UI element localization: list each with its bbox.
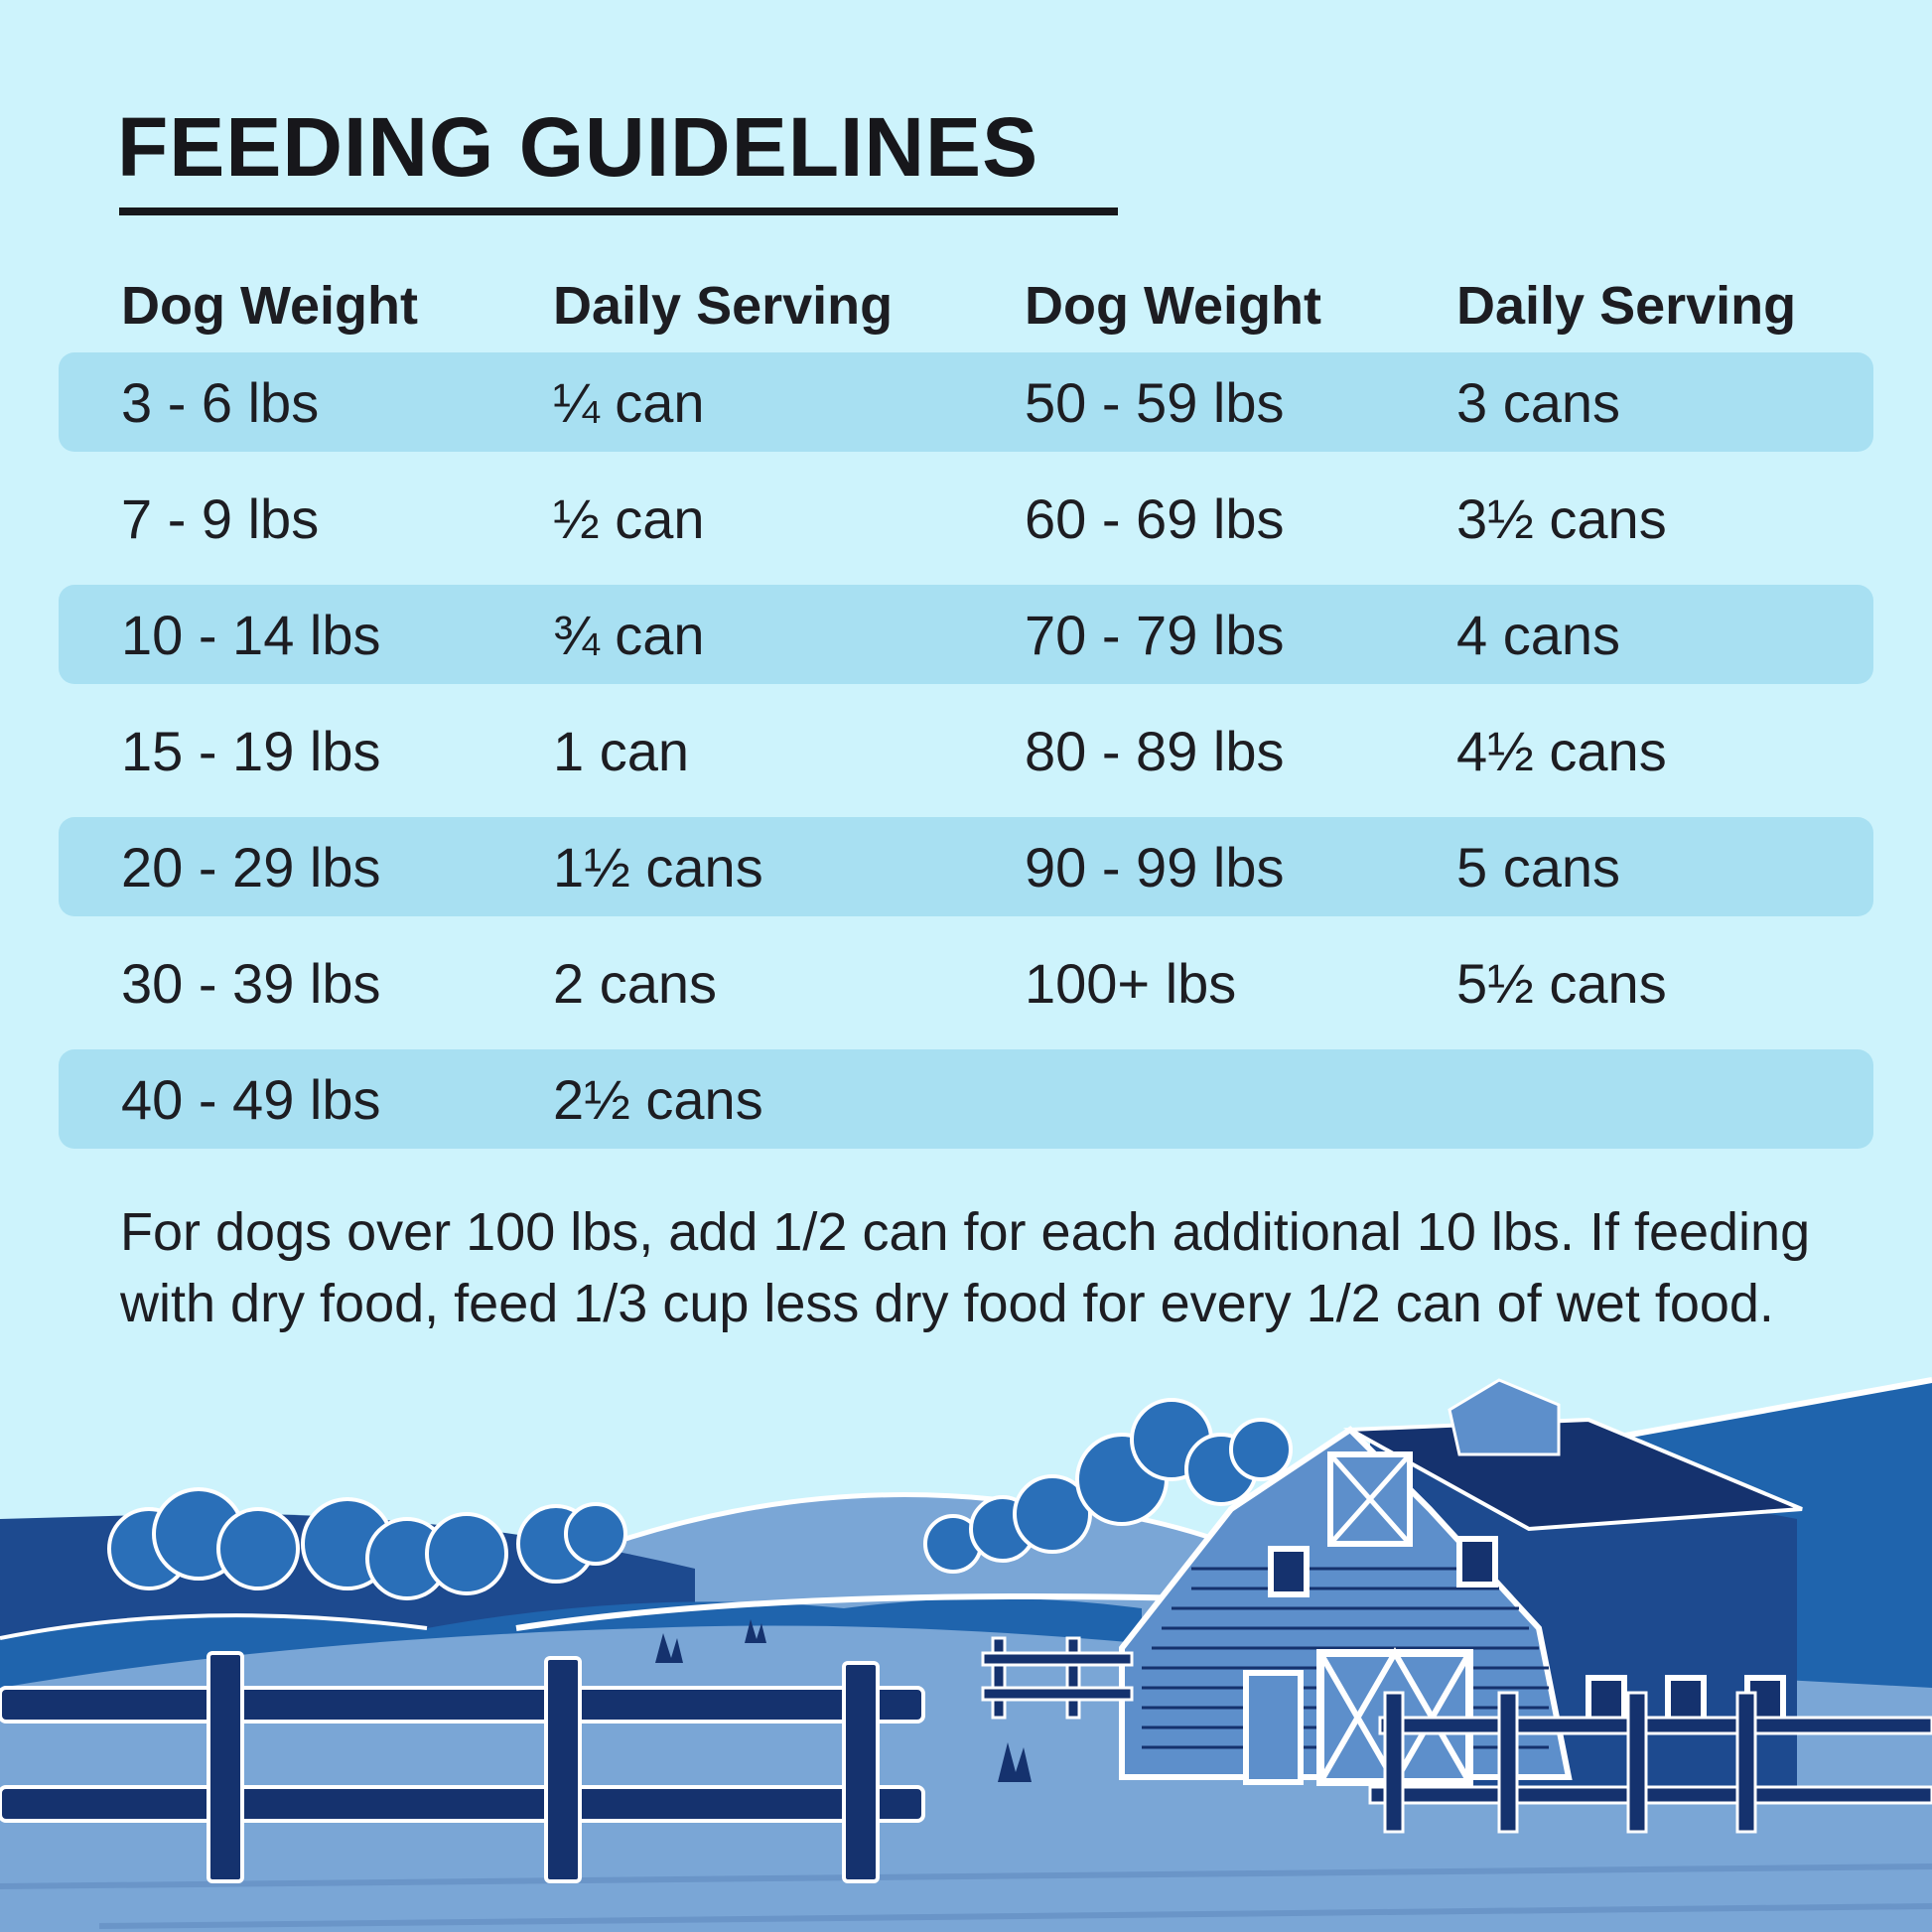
header-dog-weight-2: Dog Weight [1025,276,1321,336]
serving-cell: 4 cans [1456,603,1620,666]
serving-cell: 4½ cans [1456,719,1667,782]
weight-cell: 100+ lbs [1025,951,1237,1015]
feeding-table [59,263,1873,1166]
weight-cell: 40 - 49 lbs [121,1067,381,1131]
weight-cell: 70 - 79 lbs [1025,603,1285,666]
serving-cell: ¼ can [553,370,705,434]
serving-cell: 2½ cans [553,1067,763,1131]
feeding-note: For dogs over 100 lbs, add 1/2 can for each additional 10 lbs. If feeding with dry food, feed 1/3 cup less dry food for every 1/2 can of wet food. [120,1202,1811,1333]
serving-cell: 3½ cans [1456,486,1667,550]
serving-cell: 3 cans [1456,370,1620,434]
weight-cell: 15 - 19 lbs [121,719,381,782]
weight-cell: 20 - 29 lbs [121,835,381,898]
table-row [59,469,1873,568]
table-header-row [59,263,1873,352]
serving-cell: 2 cans [553,951,717,1015]
table-row [59,352,1873,452]
header-daily-serving-1: Daily Serving [553,276,894,336]
serving-cell: 5 cans [1456,835,1620,898]
table-row [59,933,1873,1033]
table-row [59,817,1873,916]
table-row [59,701,1873,800]
serving-cell: ¾ can [553,603,705,666]
serving-cell: 5½ cans [1456,951,1667,1015]
serving-cell: ½ can [553,486,705,550]
serving-cell: 1 can [553,719,689,782]
weight-cell: 7 - 9 lbs [121,486,320,550]
header-daily-serving-2: Daily Serving [1456,276,1797,336]
table-row [59,585,1873,684]
page-title: FEEDING GUIDELINES [117,100,1039,194]
title-underline [119,207,1118,215]
weight-cell: 10 - 14 lbs [121,603,381,666]
weight-cell: 80 - 89 lbs [1025,719,1285,782]
weight-cell: 30 - 39 lbs [121,951,381,1015]
table-row [59,1049,1873,1149]
header-dog-weight-1: Dog Weight [121,276,418,336]
weight-cell: 3 - 6 lbs [121,370,320,434]
weight-cell: 90 - 99 lbs [1025,835,1285,898]
serving-cell: 1½ cans [553,835,763,898]
weight-cell: 60 - 69 lbs [1025,486,1285,550]
weight-cell: 50 - 59 lbs [1025,370,1285,434]
